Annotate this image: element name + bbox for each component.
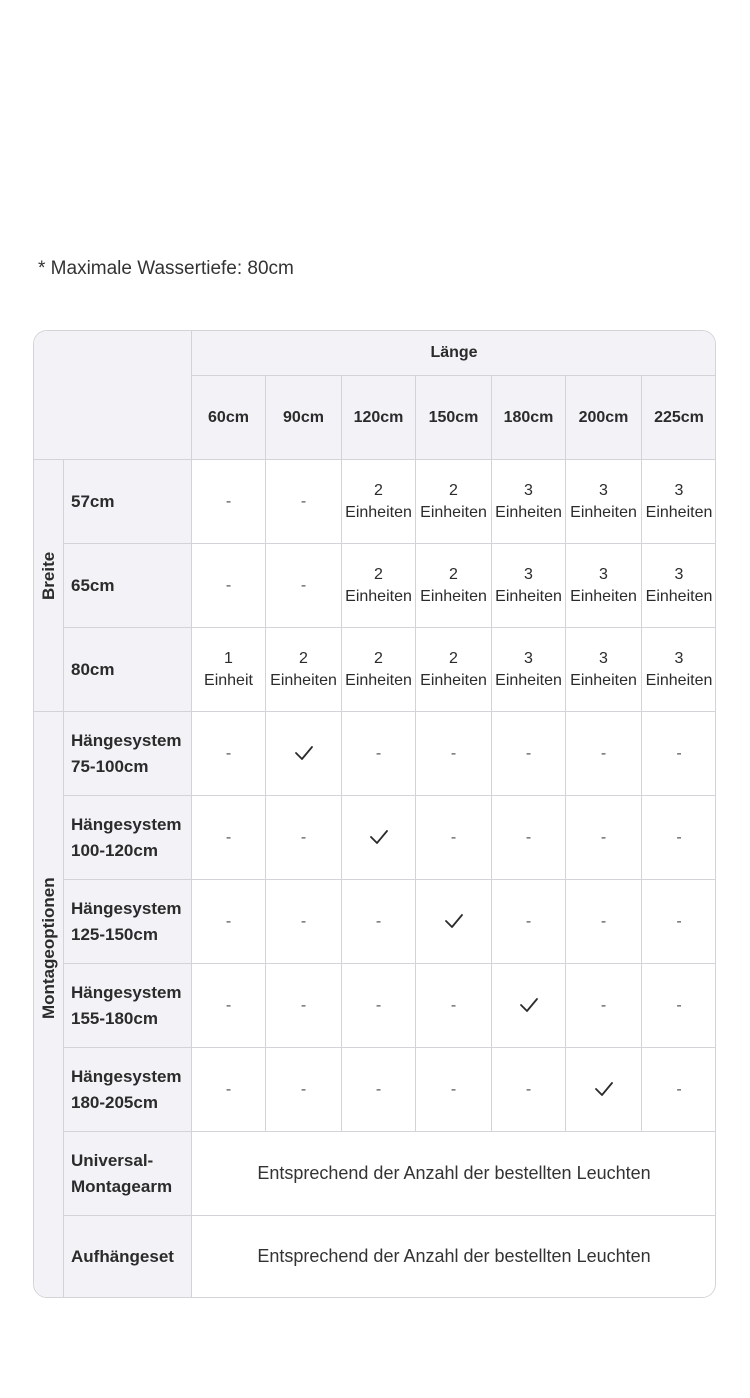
table-cell: 2 Einheiten xyxy=(342,544,416,628)
table-cell: 1 Einheit xyxy=(192,628,266,712)
span-cell: Entsprechend der Anzahl der bestellten Leuchten xyxy=(192,1132,717,1216)
table-cell: - xyxy=(492,712,566,796)
table-cell: - xyxy=(192,880,266,964)
table-cell: - xyxy=(342,1048,416,1132)
group-label-mounting: Montageoptionen xyxy=(34,712,64,1298)
table-row xyxy=(34,796,717,880)
table-cell: - xyxy=(642,1048,717,1132)
length-col-150cm: 150cm xyxy=(416,376,492,460)
table-cell: - xyxy=(416,796,492,880)
table-cell: - xyxy=(566,796,642,880)
water-depth-note: * Maximale Wassertiefe: 80cm xyxy=(38,258,294,279)
table-cell: - xyxy=(492,796,566,880)
row-label: 80cm xyxy=(64,628,192,712)
table-row xyxy=(34,1048,717,1132)
check-icon xyxy=(416,880,492,964)
table-cell: - xyxy=(192,460,266,544)
table-cell: - xyxy=(642,964,717,1048)
table-cell: - xyxy=(416,1048,492,1132)
table-cell: - xyxy=(566,880,642,964)
table-cell: - xyxy=(342,964,416,1048)
check-icon xyxy=(342,796,416,880)
row-label: Hängesystem 180-205cm xyxy=(64,1048,192,1132)
table-row xyxy=(34,544,717,628)
table-cell: - xyxy=(566,712,642,796)
table-row xyxy=(34,628,717,712)
table-cell: - xyxy=(192,544,266,628)
length-col-200cm: 200cm xyxy=(566,376,642,460)
row-label: Aufhängeset xyxy=(64,1216,192,1298)
table-cell: - xyxy=(642,712,717,796)
table-cell: - xyxy=(642,796,717,880)
span-cell: Entsprechend der Anzahl der bestellten Leuchten xyxy=(192,1216,717,1298)
table-row xyxy=(34,1216,717,1298)
table-cell: - xyxy=(192,796,266,880)
table-cell: - xyxy=(266,880,342,964)
table-cell: 3 Einheiten xyxy=(642,460,717,544)
table-cell: 3 Einheiten xyxy=(492,544,566,628)
table-cell: - xyxy=(342,880,416,964)
table-row xyxy=(34,712,717,796)
table-cell: 2 Einheiten xyxy=(416,460,492,544)
table-row xyxy=(34,1132,717,1216)
check-icon xyxy=(266,712,342,796)
check-icon xyxy=(566,1048,642,1132)
table-cell: - xyxy=(266,1048,342,1132)
length-col-60cm: 60cm xyxy=(192,376,266,460)
length-header: Länge xyxy=(192,331,717,376)
table-cell: 2 Einheiten xyxy=(416,628,492,712)
row-label: Universal-Montagearm xyxy=(64,1132,192,1216)
corner-cell xyxy=(34,331,192,460)
length-col-120cm: 120cm xyxy=(342,376,416,460)
table-cell: 3 Einheiten xyxy=(492,628,566,712)
table-cell: 3 Einheiten xyxy=(642,628,717,712)
table-row xyxy=(34,880,717,964)
table-cell: - xyxy=(192,1048,266,1132)
table-cell: - xyxy=(416,964,492,1048)
table-cell: 3 Einheiten xyxy=(642,544,717,628)
row-label: Hängesystem 125-150cm xyxy=(64,880,192,964)
table-cell: 3 Einheiten xyxy=(492,460,566,544)
table-cell: - xyxy=(266,544,342,628)
length-col-180cm: 180cm xyxy=(492,376,566,460)
table-cell: - xyxy=(492,880,566,964)
table-cell: 2 Einheiten xyxy=(342,460,416,544)
table-cell: - xyxy=(192,712,266,796)
table-cell: 3 Einheiten xyxy=(566,460,642,544)
table-cell: - xyxy=(266,796,342,880)
spec-table-container xyxy=(33,330,716,1298)
table-cell: 2 Einheiten xyxy=(416,544,492,628)
row-label: Hängesystem 100-120cm xyxy=(64,796,192,880)
table-cell: - xyxy=(266,964,342,1048)
table-cell: 3 Einheiten xyxy=(566,544,642,628)
table-cell: - xyxy=(192,964,266,1048)
table-row xyxy=(34,460,717,544)
row-label: 57cm xyxy=(64,460,192,544)
table-cell: - xyxy=(342,712,416,796)
length-col-225cm: 225cm xyxy=(642,376,717,460)
table-cell: 2 Einheiten xyxy=(266,628,342,712)
table-cell: 2 Einheiten xyxy=(342,628,416,712)
table-cell: - xyxy=(266,460,342,544)
length-col-90cm: 90cm xyxy=(266,376,342,460)
group-label-width: Breite xyxy=(34,460,64,712)
spec-table xyxy=(33,330,716,1298)
row-label: Hängesystem 75-100cm xyxy=(64,712,192,796)
table-cell: - xyxy=(492,1048,566,1132)
row-label: 65cm xyxy=(64,544,192,628)
row-label: Hängesystem 155-180cm xyxy=(64,964,192,1048)
table-row xyxy=(34,964,717,1048)
check-icon xyxy=(492,964,566,1048)
table-cell: - xyxy=(416,712,492,796)
table-cell: - xyxy=(566,964,642,1048)
table-cell: - xyxy=(642,880,717,964)
table-cell: 3 Einheiten xyxy=(566,628,642,712)
